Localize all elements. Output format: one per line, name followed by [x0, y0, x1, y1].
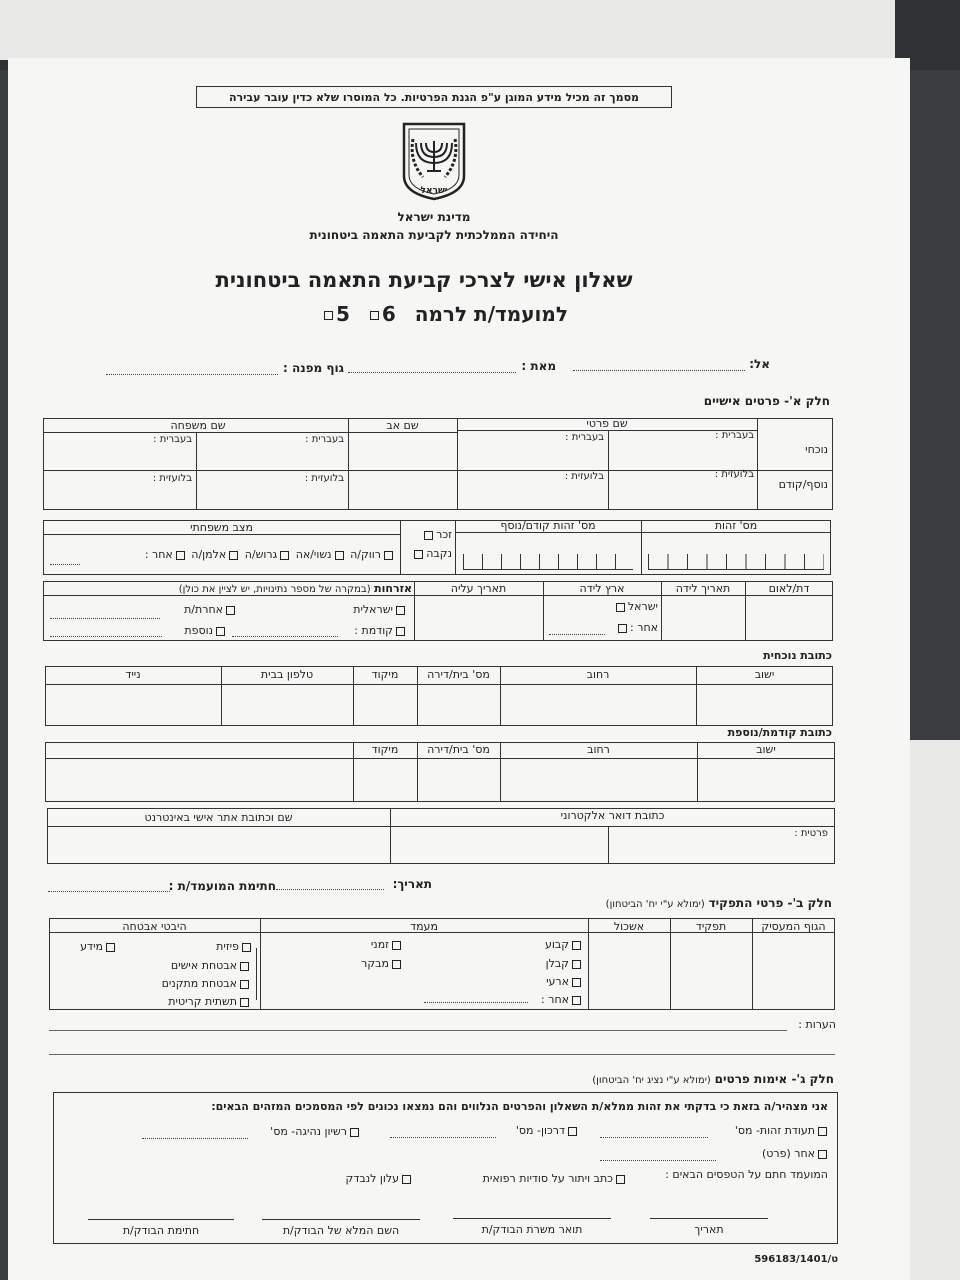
- single-label: רווק/ה: [350, 548, 381, 561]
- passport-option[interactable]: [496, 1124, 580, 1137]
- religion-header: דת/לאום: [768, 582, 810, 595]
- part-c-title: חלק ג'- אימות פרטים: [714, 1072, 834, 1086]
- current-house-header: מס' בית/דירה: [427, 668, 490, 681]
- first-name-header: שם פרטי: [586, 417, 628, 430]
- single-checkbox[interactable]: [384, 551, 393, 560]
- status-visitor-option[interactable]: [308, 957, 404, 970]
- unit-name: היחידה הממלכתית לקביעת התאמה ביטחונית: [309, 228, 559, 242]
- current-row-label: נוכחי: [805, 443, 828, 456]
- level-5-label: 5: [335, 302, 350, 326]
- status-permanent-option[interactable]: [488, 938, 584, 951]
- birth-date-header: תאריך לידה: [675, 582, 731, 595]
- status-contractor-checkbox[interactable]: [572, 960, 581, 969]
- birth-other-checkbox[interactable]: [618, 624, 627, 633]
- inspector-title-line[interactable]: [453, 1218, 611, 1219]
- examinee-leaflet-checkbox[interactable]: [402, 1175, 411, 1184]
- form-title: שאלון אישי לצרכי קביעת התאמה ביטחונית: [215, 268, 633, 292]
- form-number: 596183/1401/ט: [754, 1254, 838, 1265]
- aspects-header: היבטי אבטחה: [122, 920, 187, 933]
- status-permanent-checkbox[interactable]: [572, 941, 581, 950]
- surname-hebrew-label: בעברית :: [153, 434, 192, 445]
- passport-checkbox[interactable]: [568, 1127, 577, 1136]
- status-header: מעמד: [410, 920, 438, 933]
- id-card-field[interactable]: [600, 1137, 708, 1138]
- email-header: כתובת דואר אלקטרוני: [560, 809, 665, 822]
- other-doc-field[interactable]: [600, 1160, 716, 1161]
- aliya-header: תאריך עליה: [450, 582, 507, 595]
- divorced-checkbox[interactable]: [280, 551, 289, 560]
- state-name: מדינת ישראל: [397, 210, 471, 224]
- israeli-checkbox[interactable]: [396, 606, 405, 615]
- citizenship-header: [48, 582, 412, 595]
- male-option[interactable]: [404, 528, 452, 541]
- father-hebrew-label: בעברית :: [305, 434, 344, 445]
- facility-security-label: אבטחת מתקנים: [161, 977, 237, 990]
- other-citizenship-label: אחרת/ת: [184, 603, 223, 616]
- passport-field[interactable]: [390, 1137, 496, 1138]
- married-checkbox[interactable]: [335, 551, 344, 560]
- emblem-caption: ישראל: [420, 186, 448, 196]
- id-header: מס' זהות: [714, 519, 758, 532]
- physical-option[interactable]: [158, 940, 254, 953]
- from-label: מאת :: [521, 359, 556, 373]
- other-doc-checkbox[interactable]: [818, 1150, 827, 1159]
- status-contractor-option[interactable]: [488, 957, 584, 970]
- status-permanent-label: קבוע: [544, 938, 569, 951]
- other-citizenship-checkbox[interactable]: [226, 606, 235, 615]
- medical-waiver-checkbox[interactable]: [616, 1175, 625, 1184]
- part-b-header: [568, 896, 832, 910]
- examinee-leaflet-label: עלון לנבדק: [345, 1172, 399, 1185]
- other-marital-field[interactable]: [50, 564, 80, 565]
- previous-address-title: כתובת קודמת/נוספת: [727, 726, 832, 739]
- other-marital-checkbox[interactable]: [176, 551, 185, 560]
- female-label: נקבה: [426, 547, 452, 560]
- level-5-checkbox[interactable]: [324, 311, 333, 320]
- current-address-title: כתובת נוכחית: [763, 649, 832, 662]
- citizenship-note: (במקרה של מספר נתינויות, יש לציין את כולן): [178, 584, 371, 595]
- facility-security-checkbox[interactable]: [240, 980, 249, 989]
- medical-waiver-option[interactable]: [448, 1172, 628, 1185]
- prev-id-digit-boxes[interactable]: [463, 554, 633, 570]
- part-c-header: [568, 1072, 834, 1086]
- website-header: שם וכתובת אתר אישי באינטרנט: [144, 811, 293, 824]
- previous-zip-header: מיקוד: [371, 743, 399, 756]
- email-private-label: פרטית :: [794, 828, 828, 839]
- additional-citizenship-label: נוספת: [184, 624, 213, 637]
- first-hebrew-label-2: בעברית :: [715, 430, 754, 441]
- license-checkbox[interactable]: [350, 1128, 359, 1137]
- employer-header: הגוף המעסיק: [761, 920, 826, 933]
- role-header: תפקיד: [695, 920, 727, 933]
- part-c-note: (ימולא ע"י נציג יח' הביטחון): [592, 1075, 711, 1086]
- first-foreign-label-2: בלועזית :: [714, 469, 754, 480]
- father-foreign-label: בלועזית :: [304, 473, 344, 484]
- previous-citizenship-field[interactable]: [232, 636, 338, 637]
- signature-date-label: תאריך:: [392, 877, 432, 891]
- status-other-checkbox[interactable]: [572, 996, 581, 1005]
- license-option[interactable]: [248, 1125, 362, 1138]
- israeli-label: ישראלית: [353, 603, 393, 616]
- additional-citizenship-option[interactable]: [158, 624, 228, 637]
- critical-infra-label: תשתית קריטית: [168, 995, 237, 1008]
- facility-security-option[interactable]: [118, 977, 252, 990]
- passport-label: דרכון- מס': [515, 1124, 565, 1137]
- license-field[interactable]: [142, 1138, 248, 1139]
- father-name-header: שם אב: [386, 419, 419, 432]
- to-label: אל:: [749, 357, 770, 371]
- status-other-option[interactable]: [488, 993, 584, 1006]
- status-temporary-label: ארעי: [546, 975, 569, 988]
- surname-foreign-label: בלועזית :: [152, 473, 192, 484]
- signed-forms-label: המועמד חתם על הטפסים הבאים :: [665, 1168, 828, 1181]
- marital-options: [48, 548, 396, 561]
- level-6-label: 6: [381, 302, 396, 326]
- first-foreign-label-1: בלועזית :: [564, 471, 604, 482]
- form-page: [8, 58, 910, 1280]
- birth-other-label: אחר :: [630, 621, 658, 634]
- id-card-checkbox[interactable]: [818, 1127, 827, 1136]
- level-6-checkbox[interactable]: [370, 311, 379, 320]
- inspector-sign-line[interactable]: [88, 1219, 234, 1220]
- info-option[interactable]: [58, 940, 118, 953]
- part-b-title: חלק ב'- פרטי התפקיד: [708, 896, 832, 910]
- other-citizenship-option[interactable]: [158, 603, 238, 616]
- additional-citizenship-field[interactable]: [50, 636, 162, 637]
- widowed-label: אלמן/ה: [191, 548, 227, 561]
- current-city-header: ישוב: [754, 668, 775, 681]
- id-card-label: תעודת זהות- מס': [734, 1124, 815, 1137]
- additional-row-label: נוסף/קודם: [778, 478, 828, 491]
- divorced-label: גרוש/ה: [244, 548, 278, 561]
- personal-security-label: אבטחת אישים: [170, 959, 237, 972]
- current-home-phone-header: טלפון בבית: [260, 668, 314, 681]
- married-label: נשוי/אה: [295, 548, 332, 561]
- female-checkbox[interactable]: [414, 550, 423, 559]
- status-contractor-label: קבלן: [545, 957, 569, 970]
- previous-citizenship-checkbox[interactable]: [396, 627, 405, 636]
- previous-street-header: רחוב: [587, 743, 610, 756]
- status-provisional-checkbox[interactable]: [392, 941, 401, 950]
- other-citizenship-field[interactable]: [50, 618, 160, 619]
- verify-date-line[interactable]: [650, 1218, 768, 1219]
- verify-date-label: תאריך: [694, 1223, 724, 1236]
- remarks-label: הערות :: [798, 1018, 836, 1031]
- birth-country-header: ארץ לידה: [579, 582, 625, 595]
- id-digit-boxes[interactable]: [648, 554, 824, 570]
- additional-citizenship-checkbox[interactable]: [216, 627, 225, 636]
- physical-checkbox[interactable]: [242, 943, 251, 952]
- subtitle-text: למועמד/ת לרמה: [414, 302, 568, 326]
- info-checkbox[interactable]: [106, 943, 115, 952]
- male-label: זכר: [436, 528, 452, 541]
- candidate-signature-label: חתימת המועמד/ת :: [168, 879, 276, 893]
- citizenship-label: אזרחות: [374, 582, 412, 595]
- inspector-name-label: השם המלא של הבודק/ת: [282, 1224, 400, 1237]
- remarks-line-2[interactable]: [49, 1054, 835, 1055]
- other-doc-label: אחר (פרט): [761, 1147, 815, 1160]
- previous-city-header: ישוב: [756, 743, 776, 756]
- form-subtitle: [298, 302, 568, 326]
- birth-israel-label: ישראל: [627, 600, 658, 613]
- status-visitor-checkbox[interactable]: [392, 960, 401, 969]
- birth-israel-checkbox[interactable]: [616, 603, 625, 612]
- inspector-name-line[interactable]: [262, 1219, 420, 1220]
- background-paper: [0, 0, 895, 60]
- female-option[interactable]: [402, 547, 452, 560]
- rank-header: אשכול: [613, 920, 645, 933]
- previous-house-header: מס' בית/דירה: [427, 743, 490, 756]
- status-provisional-label: זמני: [370, 938, 389, 951]
- info-label: מידע: [80, 940, 103, 953]
- status-visitor-label: מבקר: [361, 957, 389, 970]
- personal-security-option[interactable]: [118, 959, 252, 972]
- birth-other-field[interactable]: [549, 634, 605, 635]
- signature-date-field[interactable]: [276, 889, 384, 890]
- previous-citizenship-label: קודמת :: [354, 624, 393, 637]
- remarks-line-1[interactable]: [49, 1030, 787, 1031]
- status-other-label: אחר :: [541, 993, 569, 1006]
- critical-infra-option[interactable]: [118, 995, 252, 1008]
- first-hebrew-label-1: בעברית :: [565, 432, 604, 443]
- birth-israel-option[interactable]: [568, 600, 658, 613]
- license-label: רשיון נהיגה- מס': [270, 1125, 347, 1138]
- other-marital-label: אחר :: [144, 548, 173, 561]
- personal-security-checkbox[interactable]: [240, 962, 249, 971]
- part-a-title: חלק א'- פרטים אישיים: [703, 394, 830, 408]
- male-checkbox[interactable]: [424, 531, 433, 540]
- critical-infra-checkbox[interactable]: [240, 998, 249, 1007]
- medical-waiver-label: כתב ויתור על סודיות רפואית: [482, 1172, 613, 1185]
- birth-other-option[interactable]: [568, 621, 658, 634]
- physical-label: פיזית: [216, 940, 239, 953]
- current-mobile-header: נייד: [125, 668, 141, 681]
- current-zip-header: מיקוד: [371, 668, 399, 681]
- inspector-title-label: תואר משרת הבודק/ת: [481, 1223, 583, 1236]
- inspector-sign-label: חתימת הבודק/ת: [122, 1224, 200, 1237]
- widowed-checkbox[interactable]: [229, 551, 238, 560]
- israeli-option[interactable]: [308, 603, 408, 616]
- from-field[interactable]: [348, 372, 516, 373]
- prev-id-header: מס' זהות קודם/נוסף: [500, 519, 596, 532]
- current-street-header: רחוב: [586, 668, 610, 681]
- status-temporary-option[interactable]: [488, 975, 584, 988]
- candidate-signature-field[interactable]: [48, 891, 170, 892]
- status-provisional-option[interactable]: [308, 938, 404, 951]
- status-other-field[interactable]: [424, 1002, 528, 1003]
- declaration-text: אני מצהיר/ה בזאת כי בדקתי את זהות ממלא/ת השאלון והפרטים הנלווים והם נמצאו נכונים לפי המסמכים המזהים הבאים:: [211, 1100, 828, 1113]
- privacy-notice: מסמך זה מכיל מידע המוגן ע"פ הגנת הפרטיות. כל המוסרו שלא כדין עובר עבירה: [228, 91, 640, 104]
- referring-label: גוף מפנה :: [283, 361, 344, 375]
- id-card-option[interactable]: [708, 1124, 830, 1137]
- referring-field[interactable]: [106, 374, 278, 375]
- marital-header: מצב משפחתי: [190, 521, 253, 534]
- examinee-leaflet-option[interactable]: [328, 1172, 414, 1185]
- part-b-note: (ימולא ע"י יח' הביטחון): [605, 899, 705, 910]
- other-doc-option[interactable]: [738, 1147, 830, 1160]
- to-field[interactable]: [573, 370, 745, 371]
- surname-header: שם משפחה: [170, 419, 226, 432]
- status-temporary-checkbox[interactable]: [572, 978, 581, 987]
